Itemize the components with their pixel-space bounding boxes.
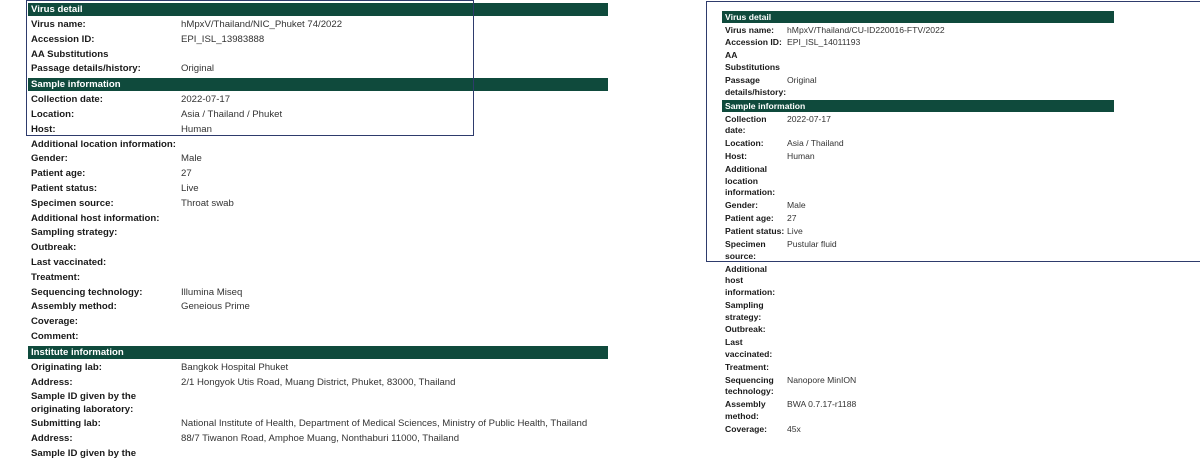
left-section-header-institute-information: Institute information bbox=[28, 346, 608, 359]
field-value: 27 bbox=[787, 213, 797, 224]
field-value: 88/7 Tiwanon Road, Amphoe Muang, Nonthaburi 11000, Thailand bbox=[181, 433, 460, 445]
field-value: EPI_ISL_13983888 bbox=[181, 33, 265, 45]
field-label: Outbreak: bbox=[725, 324, 766, 335]
left-section-header-virus-detail: Virus detail bbox=[28, 3, 608, 16]
field-label: Sample ID given by the originating laboratory: bbox=[31, 391, 137, 415]
right-field-row-last-vaccinated bbox=[722, 337, 1114, 362]
field-label: AA Substitutions bbox=[31, 48, 109, 60]
left-record-panel bbox=[28, 2, 608, 462]
field-label: Treatment: bbox=[725, 361, 769, 372]
field-label: Additional host information: bbox=[725, 263, 776, 297]
field-label: Collection date: bbox=[31, 94, 103, 106]
left-field-row-host bbox=[28, 123, 608, 138]
field-value: Throat swab bbox=[181, 197, 234, 209]
field-label: Passage details/history: bbox=[725, 74, 787, 97]
left-field-row-additional-location-information bbox=[28, 138, 608, 153]
field-value: 2022-07-17 bbox=[181, 94, 231, 106]
right-field-row-accession-id bbox=[722, 37, 1114, 50]
left-field-row-outbreak bbox=[28, 241, 608, 256]
field-value: Illumina Miseq bbox=[181, 286, 243, 298]
right-field-row-host bbox=[722, 150, 1114, 163]
field-label: Coverage: bbox=[31, 316, 78, 328]
left-field-row-gender bbox=[28, 152, 608, 167]
field-value: Geneious Prime bbox=[181, 301, 250, 313]
right-field-row-patient-age bbox=[722, 213, 1114, 226]
field-label: Last vaccinated: bbox=[725, 337, 773, 359]
field-label: Originating lab: bbox=[31, 361, 102, 373]
left-field-row-sequencing-technology bbox=[28, 286, 608, 301]
left-field-row-coverage bbox=[28, 315, 608, 330]
left-field-row-last-vaccinated bbox=[28, 256, 608, 271]
field-value: Pustular fluid bbox=[787, 238, 837, 249]
right-record-panel bbox=[722, 10, 1114, 436]
field-value: BWA 0.7.17-r1188 bbox=[787, 399, 857, 410]
right-field-row-specimen-source bbox=[722, 238, 1114, 263]
left-field-row-originating-lab bbox=[28, 361, 608, 376]
field-value: Live bbox=[181, 182, 199, 194]
field-value: Live bbox=[787, 226, 803, 237]
right-field-row-sampling-strategy bbox=[722, 299, 1114, 324]
left-field-row-specimen-source bbox=[28, 197, 608, 212]
left-section-header-sample-information: Sample information bbox=[28, 78, 608, 91]
left-field-row-virus-name bbox=[28, 18, 608, 33]
right-field-row-assembly-method bbox=[722, 399, 1114, 424]
right-field-row-patient-status bbox=[722, 225, 1114, 238]
left-field-row-collection-date bbox=[28, 93, 608, 108]
field-label: Sequencing technology: bbox=[31, 286, 143, 298]
right-section-header-sample-information: Sample information bbox=[722, 100, 1114, 112]
left-field-row-additional-host-information bbox=[28, 212, 608, 227]
left-field-row-accession-id bbox=[28, 33, 608, 48]
field-label: Sampling strategy: bbox=[725, 299, 764, 322]
right-field-row-gender bbox=[722, 200, 1114, 213]
field-value: 45x bbox=[787, 423, 801, 434]
field-value: 2/1 Hongyok Utis Road, Muang District, Phuket, 83000, Thailand bbox=[181, 376, 456, 388]
right-field-row-collection-date bbox=[722, 113, 1114, 138]
field-label: Location: bbox=[725, 138, 764, 149]
field-value: Human bbox=[181, 123, 212, 135]
field-label: Address: bbox=[31, 376, 73, 388]
right-field-row-outbreak bbox=[722, 324, 1114, 337]
field-label: Location: bbox=[31, 108, 75, 120]
field-label: Patient age: bbox=[31, 168, 86, 180]
left-field-row-patient-age bbox=[28, 167, 608, 182]
field-value: National Institute of Health, Department of Medical Sciences, Ministry of Public Health, Thailand bbox=[181, 418, 588, 430]
field-label: Coverage: bbox=[725, 423, 768, 434]
field-label: Additional location information: bbox=[725, 163, 776, 198]
field-label: Patient status: bbox=[725, 226, 785, 237]
field-value: 2022-07-17 bbox=[787, 113, 831, 124]
field-label: AA Substitutions bbox=[725, 50, 780, 73]
right-field-row-aa-substitutions bbox=[722, 50, 1114, 75]
field-label: Treatment: bbox=[31, 271, 81, 283]
left-field-row-passage-details-history bbox=[28, 62, 608, 77]
field-value: Original bbox=[181, 63, 215, 75]
left-field-row-address bbox=[28, 376, 608, 391]
field-value: Asia / Thailand bbox=[787, 138, 844, 149]
field-value: Human bbox=[787, 151, 815, 162]
field-label: Accession ID: bbox=[725, 37, 782, 48]
field-label: Sample ID given by the bbox=[31, 447, 137, 459]
right-section-header-virus-detail: Virus detail bbox=[722, 11, 1114, 23]
field-value: Original bbox=[787, 74, 817, 85]
field-label: Assembly method: bbox=[725, 399, 766, 422]
field-value: hMpxV/Thailand/CU-ID220016-FTV/2022 bbox=[787, 24, 945, 35]
field-value: Nanopore MinION bbox=[787, 374, 857, 385]
left-field-row-sample-id-given-by-the-originating-laboratory bbox=[28, 390, 608, 417]
field-value: Bangkok Hospital Phuket bbox=[181, 361, 289, 373]
right-field-row-sequencing-technology bbox=[722, 374, 1114, 399]
field-label: Passage details/history: bbox=[31, 63, 141, 75]
field-label: Last vaccinated: bbox=[31, 256, 107, 268]
left-field-row-comment bbox=[28, 330, 608, 345]
field-label: Outbreak: bbox=[31, 242, 77, 254]
field-value: hMpxV/Thailand/NIC_Phuket 74/2022 bbox=[181, 19, 343, 30]
field-label: Submitting lab: bbox=[31, 418, 101, 430]
field-label: Comment: bbox=[31, 330, 79, 342]
field-label: Accession ID: bbox=[31, 33, 95, 45]
field-label: Patient status: bbox=[31, 182, 98, 194]
field-label: Additional location information: bbox=[31, 138, 176, 150]
field-label: Gender: bbox=[31, 153, 68, 165]
right-field-row-passage-details-history bbox=[722, 74, 1114, 99]
left-field-row-aa-substitutions bbox=[28, 48, 608, 63]
left-field-row-patient-status bbox=[28, 182, 608, 197]
right-field-row-virus-name bbox=[722, 24, 1114, 37]
left-field-row-sampling-strategy bbox=[28, 226, 608, 241]
field-label: Virus name: bbox=[725, 24, 775, 35]
right-field-row-location bbox=[722, 138, 1114, 151]
right-field-row-additional-location-information bbox=[722, 163, 1114, 199]
field-label: Address: bbox=[31, 433, 73, 445]
left-field-row-location bbox=[28, 108, 608, 123]
field-label: Gender: bbox=[725, 200, 758, 211]
field-label: Sequencing technology: bbox=[725, 374, 774, 397]
field-value: Male bbox=[787, 200, 806, 211]
field-value: Asia / Thailand / Phuket bbox=[181, 108, 283, 120]
field-label: Virus name: bbox=[31, 19, 86, 30]
right-field-row-treatment bbox=[722, 361, 1114, 374]
left-field-row-address bbox=[28, 432, 608, 447]
field-label: Collection date: bbox=[725, 113, 767, 136]
field-label: Specimen source: bbox=[31, 197, 114, 209]
field-label: Additional host information: bbox=[31, 212, 160, 224]
field-label: Patient age: bbox=[725, 213, 774, 224]
field-label: Sampling strategy: bbox=[31, 227, 118, 239]
left-field-row-treatment bbox=[28, 271, 608, 286]
right-field-row-coverage bbox=[722, 423, 1114, 436]
field-label: Host: bbox=[725, 151, 747, 162]
field-label: Host: bbox=[31, 123, 56, 135]
field-label: Specimen source: bbox=[725, 238, 766, 261]
field-label: Assembly method: bbox=[31, 301, 117, 313]
field-value: EPI_ISL_14011193 bbox=[787, 37, 861, 48]
left-field-row-submitting-lab bbox=[28, 417, 608, 432]
left-field-row-assembly-method bbox=[28, 300, 608, 315]
right-field-row-additional-host-information bbox=[722, 263, 1114, 299]
field-value: 27 bbox=[181, 168, 192, 180]
field-value: Male bbox=[181, 153, 202, 165]
left-field-row-sample-id-given-by-the bbox=[28, 447, 608, 462]
